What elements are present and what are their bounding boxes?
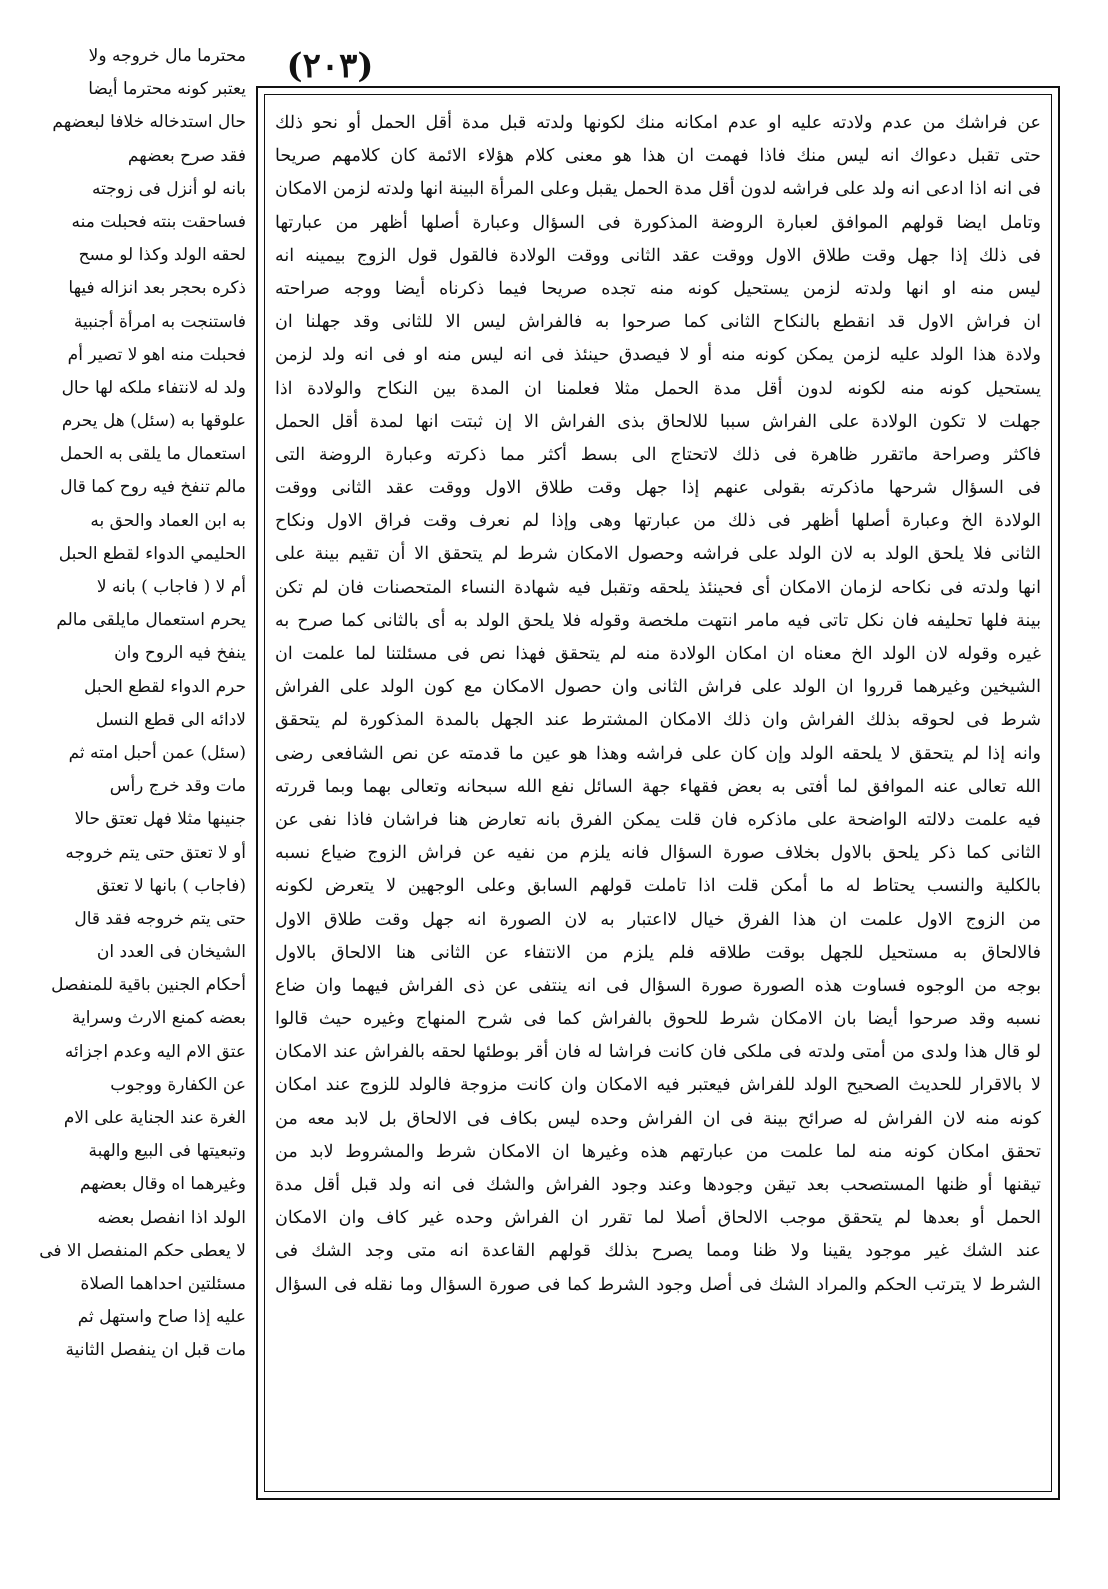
main-text-line: جهلت لا تكون الولادة على الفراش سببا للالحاق بذى الفراش الا إن ثبتت انها لمدة أقل الحمل	[275, 411, 1041, 432]
margin-line: أو لا تعتق حتى يتم خروجه	[65, 842, 246, 863]
main-text-line: فيه علمت دلالته الواضحة على ماذكره فان قلت يمكن الفرق بانه تعارض هنا فراشان فاذا نفى عن	[275, 809, 1041, 830]
margin-line: حال استدخاله خلافا لبعضهم	[52, 112, 246, 133]
margin-line: عليه إذا صاح واستهل ثم	[77, 1307, 246, 1328]
main-text-line: وانه إذا لم يتحقق لا يلحقه الولد وإن كان على فراشه وهذا هو عين ما قدمته عن نص الشافعى رضى	[275, 743, 1041, 764]
margin-commentary	[18, 40, 246, 1500]
margin-line: الغرة عند الجناية على الام	[63, 1108, 246, 1128]
main-text-line: لا بالاقرار للحديث الصحيح الولد للفراش فيعتبر فيه الامكان وان كانت مزوجة فالولد للزوج عند امكان	[275, 1075, 1041, 1096]
main-text-line: تيقنها أو ظنها المستصحب بعد تيقن وجودها وعند وجود الفراش والشك فى انه ولد قبل أقل مدة	[275, 1175, 1041, 1195]
margin-line: محترما مال خروجه ولا	[88, 46, 246, 66]
main-text-inner-frame	[264, 94, 1052, 1492]
margin-line: وغيرهما اه وقال بعضهم	[79, 1174, 246, 1195]
margin-line: حتى يتم خروجه فقد قال	[74, 908, 246, 929]
main-text-line: الولادة الخ وعبارة أصلها أظهر فى ذلك من عبارتها وهى وإذا لم نعرف وقت فراق الاول ونكاح	[275, 511, 1041, 532]
margin-line: وتبعيتها فى البيع والهبة	[88, 1141, 246, 1162]
margin-line: بانه لو أنزل فى زوجته	[92, 178, 246, 199]
main-text-line: فالالحاق به مستحيل للجهل بوقت طلاقه فلم يلزم من الانتفاء عن الثانى هنا الالحاق بالاول	[275, 942, 1041, 963]
main-text-line: ليس منه او انها ولدته لزمن يستحيل كونه منه تجده صريحا فيما ذكرناه أيضا ووجه صراحته	[275, 278, 1041, 299]
main-text-line: بينة فلها تحليفه فان نكل تاتى فيه مامر انتهت ملخصة وقوله فلا يلحق الولد به أى بالثانى كما صرح به	[275, 610, 1041, 631]
main-text-body	[275, 107, 1041, 1302]
margin-line: فساحقت بنته فحبلت منه	[71, 211, 246, 232]
margin-line: أم لا ( فاجاب ) بانه لا	[96, 577, 246, 597]
margin-line: عن الكفارة ووجوب	[110, 1074, 246, 1095]
margin-line: فحبلت منه اهو لا تصير أم	[67, 344, 246, 365]
main-text-line: الله تعالى عنه الموافق لما أفتى به بعض فقهاء جهة السائل نفع الله سبحانه وتعالى بهما وبما قررته	[275, 776, 1041, 797]
margin-line: (سئل) عمن أحبل امته ثم	[68, 742, 246, 763]
margin-line: الحليمي الدواء لقطع الحبل	[58, 543, 246, 564]
main-text-line: بوجه من الوجوه فساوت هذه الصورة صورة السؤال فى انه ينتفى عن ذى الفراش فيهما وان ضاع	[275, 975, 1041, 996]
margin-line: الولد اذا انفصل بعضه	[97, 1207, 246, 1228]
margin-line: يحرم استعمال مايلقى مالم	[56, 610, 246, 631]
main-text-line: عند الشك غير موجود يقينا ولا ظنا ومما يصرح بذلك قولهم القاعدة انه متى وجد الشك فى	[275, 1241, 1041, 1262]
margin-line: استعمال ما يلقى به الحمل	[59, 444, 246, 465]
margin-line: بعضه كمنع الارث وسراية	[71, 1008, 246, 1029]
main-text-frame	[256, 86, 1060, 1500]
margin-line: مالم تنفخ فيه روح كما قال	[60, 477, 246, 498]
margin-line: به ابن العماد والحق به	[90, 510, 246, 531]
main-text-line: نسبه وقد صرحوا أيضا بان الامكان شرط للحوق بالفراش كما فى شرح المنهاج وغيره حيث قالوا	[275, 1009, 1041, 1030]
main-text-line: من الزوج الاول علمت ان هذا الفرق خيال لااعتبار به لان الصورة انه جهل وقت طلاق الاول	[275, 909, 1041, 930]
margin-line: ينفخ فيه الروح وان	[114, 643, 246, 664]
margin-line: (فاجاب ) بانها لا تعتق	[96, 875, 246, 896]
main-text-line: ان فراش الاول قد انقطع بالنكاح الثانى كما صرحوا به فالفراش ليس الا للثانى وقد جهلنا ان	[275, 312, 1041, 333]
main-text-line: الحمل أو بعدها لم يتحقق موجب الالحاق أصلا لما تقرر ان الفراش وحده غير كاف وان الامكان	[275, 1208, 1041, 1229]
margin-line: أحكام الجنين باقية للمنفصل	[51, 975, 246, 996]
main-text-line: لو قال هذا ولدى من أمتى ولدته فى ملكى فان كانت فراشا له فان أقر بوطئها لحقه بالفراش عند الامكان	[275, 1042, 1041, 1063]
main-text-line: فاكثر وصراحة ماتقرر ظاهرة فى ذلك لاتحتاج الى بسط أكثر مما ذكرته وعبارة الروضة التى	[275, 444, 1041, 465]
main-text-line: الشرط لا يترتب الحكم والمراد الشك فى أصل وجود الشرط كما فى صورة السؤال وما نقله فى السؤال	[275, 1274, 1041, 1295]
page-number: (٢٠٣)	[286, 46, 374, 86]
margin-line: حرم الدواء لقطع الحبل	[83, 676, 246, 697]
main-text-line: فى انه اذا ادعى انه ولد على فراشه لدون أقل مدة الحمل يقبل وعلى المرأة البينة انها ولدته لزمن الامكان	[275, 179, 1041, 200]
margin-line: مات وقد خرج رأس	[109, 776, 246, 797]
margin-line: علوقها به (سئل) هل يحرم	[61, 411, 246, 432]
main-text-line: غيره وقوله لان الولد الخ معناه ان امكان الولادة منه لم يتحقق فهذا نص فى مسئلتنا لما علمت ان	[275, 644, 1041, 664]
main-text-line: انها ولدته فى نكاحه لزمان الامكان أى فحينئذ يلحقه وتقبل فيه شهادة النساء المتحصنات فان لم تكن	[275, 577, 1041, 598]
main-text-line: يستحيل كونه منه لكونه لدون أقل مدة الحمل مثلا فعلمنا ان المدة بين النكاح والولادة اذا	[275, 378, 1041, 399]
margin-line: جنينها مثلا فهل تعتق حالا	[74, 809, 246, 830]
margin-line: مسئلتين احداهما الصلاة	[80, 1273, 246, 1294]
main-text-line: فى ذلك إذا جهل وقت طلاق الاول ووقت عقد الثانى ووقت الولادة فالقول قول الزوج بيمينه انه	[275, 245, 1041, 266]
main-text-line: فى السؤال شرحها ماذكرته بقولى عنهم إذا جهل وقت طلاق الاول ووقت عقد الثانى ووقت	[275, 478, 1041, 499]
margin-line: يعتبر كونه محترما أيضا	[88, 79, 246, 100]
margin-line: لادائه الى قطع النسل	[95, 709, 246, 730]
main-text-line: الثانى فلا يلحق الولد به لان الولد على فراشه وحصول الامكان شرط لم يتحقق الا أن تقيم بينة على	[275, 544, 1041, 565]
main-text-line: الشيخين وغيرهما قرروا ان الولد على فراش الثانى وان حصول الامكان مع كون الولد على الفراش	[275, 677, 1041, 698]
main-text-line: حتى تقبل دعواك انه ليس منك فاذا فهمت ان هذا هو معنى كلام هؤلاء الائمة كان كلامهم صريحا	[275, 146, 1041, 167]
margin-line: فاستنجت به امرأة أجنبية	[73, 311, 246, 332]
margin-line: ولد له لانتفاء ملكه لها حال	[61, 377, 246, 398]
margin-line: الشيخان فى العدد ان	[96, 942, 246, 963]
margin-line: عتق الام اليه وعدم اجزائه	[64, 1041, 246, 1062]
main-text-line: تحقق امكان كونه منه لما علمت من عبارتهم هذه وغيرها ان الامكان شرط والمشروط لابد من	[275, 1141, 1041, 1162]
margin-line: مات قبل ان ينفصل الثانية	[65, 1340, 246, 1361]
main-text-line: عن فراشك من عدم ولادته عليه او عدم امكانه منك لكونها ولدته قبل مدة أقل الحمل أو نحو ذلك	[275, 113, 1041, 133]
main-text-line: ولادة هذا الولد عليه لزمن يمكن كونه منه أو لا فيصدق حينئذ فى انه ليس منه او فى انه ولد لزمن	[275, 345, 1041, 366]
main-text-line: وتامل ايضا قولهم الموافق لعبارة الروضة المذكورة فى السؤال وعبارة أصلها أظهر من عبارتها	[275, 212, 1041, 233]
main-text-line: شرط فى لحوقه بذلك الفراش وان ذلك الامكان المشترط عند الجهل بالمدة المذكورة لم يتحقق	[275, 710, 1041, 731]
margin-line: فقد صرح بعضهم	[127, 145, 246, 166]
main-text-line: كونه منه لان الفراش له صرائح بينة فى ان الفراش وحده ليس بكاف فى الالحاق بل لابد معه من	[275, 1108, 1041, 1129]
margin-line: لا يعطى حكم المنفصل الا فى	[39, 1240, 246, 1261]
main-text-line: بالكلية والنسب يحتاط له ما أمكن قلت اذا تاملت قولهم السابق وعلى الوجهين لا يتعرض لكونه	[275, 876, 1041, 897]
main-text-line: الثانى كما ذكر يلحق بالاول بخلاف صورة السؤال فانه يلزم من نفيه عن فراش الزوج ضياع نسبه	[275, 843, 1041, 864]
margin-line: لحقه الولد وكذا لو مسح	[78, 245, 246, 266]
margin-line: ذكره بحجر بعد انزاله فيها	[68, 278, 246, 299]
